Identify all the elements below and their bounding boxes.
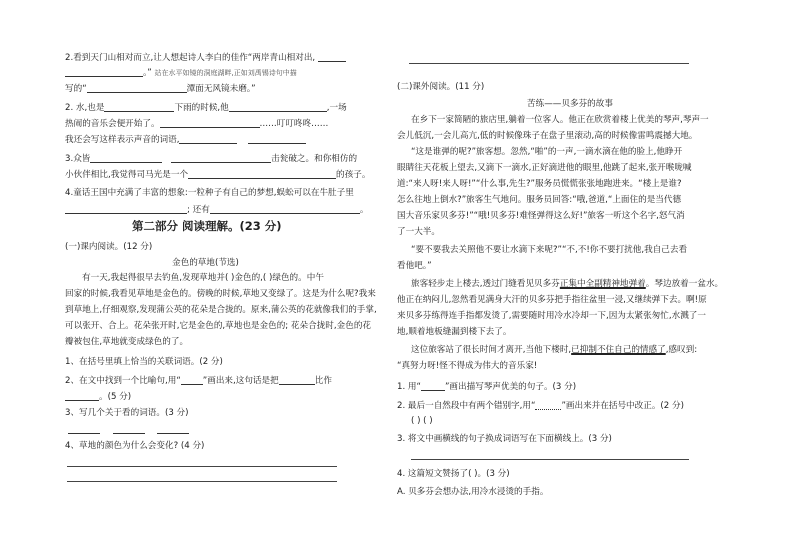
passage-line: 眼睛往天花板上望去,又滴下一滴水,正好滴进他的眼里,他跳了起来,张开喉咙喊 <box>397 163 692 173</box>
question-text: 1. 用“ <box>397 382 421 392</box>
option-line: A. 贝多芬会想办法,用冷水浸烫的手指。 <box>397 487 549 497</box>
question-text: ”画出来,这句话是把 <box>202 376 279 386</box>
passage-line: 道:“来人呀!来人呀!”“什么事,先生?”服务员慌慌张张地跑进来。“楼上是谁? <box>397 179 682 189</box>
passage-line: 回家的时候,我看见草地是金色的。傍晚的时候,草地又变绿了。这是为什么呢?我来 <box>65 289 376 299</box>
question-note: 站在水平如镜的洞庭湖畔,正如刘禹锡诗句中描 <box>154 69 297 77</box>
question-text: 2.看到天门山相对而立,让人想起诗人李白的佳作“两岸青山相对出, <box>65 53 316 63</box>
question-line <box>65 391 131 403</box>
passage-line: “真努力呀!怪不得成为伟大的音乐家! <box>397 361 538 371</box>
passage-text: 这位旅客站了很长时间才离开,当他下楼时, <box>411 345 572 355</box>
answer-blank[interactable] <box>318 52 346 62</box>
answer-blank[interactable] <box>188 169 336 179</box>
question-text: ……叮叮咚咚…… <box>259 119 329 129</box>
answer-line <box>68 424 189 436</box>
question-text: 2、在文中找到一个比喻句,用“ <box>65 376 181 386</box>
question-text: 。” <box>143 68 152 78</box>
passage-line: “这是谁弹的呢?”旅客想。忽然,“啪”的一声,一滴水滴在他的脸上,他睁开 <box>411 147 683 157</box>
question-text: 写的“ <box>65 84 87 94</box>
question-text: 的孩子。 <box>336 170 371 180</box>
answer-blank[interactable] <box>535 400 561 410</box>
question-text: ; 还有 <box>187 205 210 215</box>
answer-blank[interactable] <box>157 424 189 434</box>
passage-line: 看他吧。” <box>397 261 432 271</box>
question-line <box>397 400 684 412</box>
passage-line: “要不要我去关照他不要让水滴下来呢?”“不,不!你不要打扰他,我自己去看 <box>411 245 688 255</box>
passage-text: 旅客轻步走上楼去,透过门缝看见贝多芬 <box>411 279 560 289</box>
passage-line: 了一大半。 <box>397 227 440 237</box>
question-line: 1、在括号里填上恰当的关联词语。(2 分) <box>65 357 223 367</box>
answer-blank[interactable] <box>171 153 271 163</box>
question-text: 热闹的音乐会便开始了。 <box>65 119 160 129</box>
question-line: ; 还有 。 <box>65 204 368 216</box>
passage-text: 。琴边放着一盆水。 <box>645 279 724 289</box>
passage-line: 可以张开、合上。花朵张开时,它是金色的,草地也是金色的; 花朵合拢时,金色的花 <box>65 321 372 331</box>
answer-blank[interactable] <box>248 134 306 144</box>
question-text: 下雨的时候,他 <box>174 103 229 113</box>
passage-line: 地,顺着地板缝漏到楼下去了。 <box>397 327 512 337</box>
answer-blank[interactable] <box>65 67 143 77</box>
question-line <box>65 375 332 387</box>
part-two-heading: 第二部分 阅读理解。(23 分) <box>132 219 282 233</box>
question-text: ”画出描写琴声优美的句子。(3 分) <box>444 382 577 392</box>
question-line <box>65 83 256 95</box>
question-line <box>65 134 306 146</box>
question-text: ,一场 <box>326 103 347 113</box>
question-line <box>65 102 347 114</box>
answer-brackets[interactable]: ( ) ( ) <box>411 416 433 426</box>
question-text: ”画出来并在括号中改正。(2 分) <box>561 401 684 411</box>
passage-line <box>411 345 697 356</box>
question-line <box>65 188 354 199</box>
answer-blank[interactable] <box>229 102 327 112</box>
underlined-phrase: 正集中全副精神地弹着 <box>559 279 646 289</box>
answer-blank[interactable] <box>68 424 100 434</box>
question-line <box>65 67 297 79</box>
answer-blank[interactable] <box>181 375 203 385</box>
passage-line: 到草地上,仔细观察,发现蒲公英的花朵是合拢的。原来,蒲公英的花就像我们的手掌, <box>65 305 377 315</box>
question-text: 比作 <box>314 376 332 386</box>
answer-blank[interactable] <box>210 204 360 214</box>
passage-line: 他正在纳闷儿,忽然看见满身大汗的贝多芬把手指往盆里一浸,又继续弹下去。啊!原 <box>397 295 707 305</box>
section-title: (一)课内阅读。(12 分) <box>65 242 153 252</box>
underlined-phrase: 已抑制不住自己的情感了 <box>571 345 666 355</box>
section-title: (二)课外阅读。(11 分) <box>397 82 485 92</box>
answer-blank[interactable] <box>87 83 187 93</box>
question-text: 4.童话王国中充满了丰富的想象:一粒种子有自己的梦想,蜈蚣可以在牛肚子里 <box>65 188 354 198</box>
question-text: 。(5 分) <box>99 392 132 402</box>
question-text: 2. 水,也是 <box>65 103 105 113</box>
question-text: 击瓮破之。和你相仿的 <box>271 154 358 164</box>
answer-blank[interactable] <box>421 381 445 391</box>
passage-title: 金色的草地(节选) <box>172 258 239 268</box>
answer-blank[interactable] <box>65 204 187 214</box>
passage-text: ,感叹到: <box>665 345 698 355</box>
answer-blank[interactable] <box>113 424 145 434</box>
answer-blank[interactable] <box>279 375 315 385</box>
question-line: 4. 这篇短文赞扬了( )。(3 分) <box>397 469 510 479</box>
answer-rule[interactable] <box>409 63 689 64</box>
answer-blank[interactable] <box>104 102 174 112</box>
answer-rule[interactable] <box>411 459 689 460</box>
answer-blank[interactable] <box>160 118 260 128</box>
answer-rule[interactable] <box>67 481 337 482</box>
question-line: 4、草地的颜色为什么会变化? (4 分) <box>65 441 205 451</box>
answer-rule[interactable] <box>67 466 337 467</box>
question-line <box>65 52 346 64</box>
question-text: 我还会写这样表示声音的词语, <box>65 135 180 145</box>
passage-line: 会儿低沉,一会儿高亢,低的时候像珠子在盘子里滚动,高的时候像雷鸣震撼大地。 <box>397 131 698 141</box>
passage-line: 在乡下一家简陋的旅店里,躺着一位客人。他正在欣赏着楼上优美的琴声,琴声一 <box>411 115 709 125</box>
question-text: 3.众皆 <box>65 154 91 164</box>
passage-line: 怎么往地上倒水?”旅客生气地问。服务员回答:“哦,爸道,“上面住的是当代德 <box>397 195 682 205</box>
question-line <box>65 118 328 130</box>
question-line <box>65 153 357 165</box>
answer-blank[interactable] <box>179 134 237 144</box>
passage-line: 瓣被包住,草地就变成绿色的了。 <box>65 337 189 347</box>
question-line <box>65 169 370 181</box>
passage-line: 有一天,我起得很早去钓鱼,发现草地并( )金色的,( )绿色的。中午 <box>82 273 324 283</box>
passage-line <box>411 279 723 290</box>
question-text: 小伙伴相比,我觉得司马光是一个 <box>65 170 189 180</box>
question-line: 3、写几个关于看的词语。(3 分) <box>65 408 189 418</box>
question-line: 3. 将文中画横线的句子换成词语写在下面横线上。(3 分) <box>397 434 612 444</box>
passage-title: 苦练——贝多芬的故事 <box>527 99 613 109</box>
passage-line: 来贝多芬练得连手指都发烫了,需要随时用冷水冷却一下,因为太紧张匆忙,水溅了一 <box>397 311 706 321</box>
answer-blank[interactable] <box>65 391 99 401</box>
question-text: 潭面无风镜未磨。” <box>186 84 256 94</box>
question-text: 2. 最后一自然段中有两个错别字,用“ <box>397 401 536 411</box>
passage-line: 国大音乐家贝多芬!”“哦!贝多芬!难怪弹得这么好!”旅客一听这个名字,怒气消 <box>397 211 685 221</box>
question-line <box>397 381 576 393</box>
answer-blank[interactable] <box>90 153 162 163</box>
